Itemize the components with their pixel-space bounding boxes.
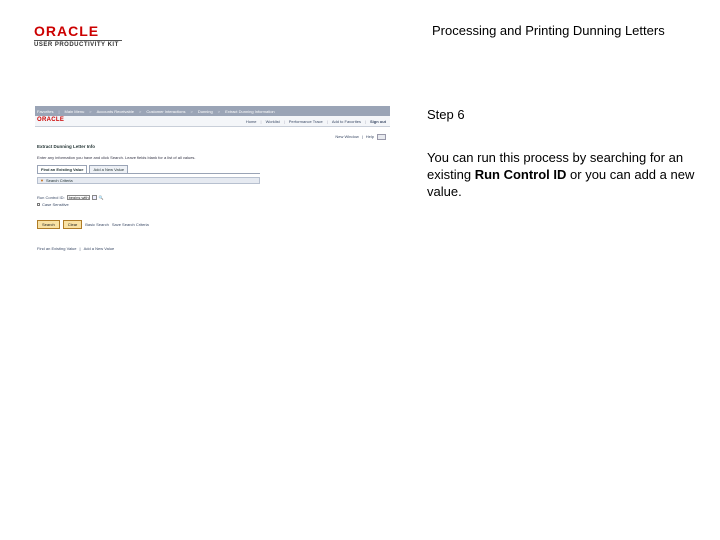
step-number: Step 6 — [427, 107, 465, 122]
app-menubar — [35, 106, 390, 116]
case-sensitive-row — [37, 202, 69, 207]
step-text-bold: Run Control ID — [474, 167, 567, 182]
bottom-add-new-link[interactable]: Add a New Value — [83, 246, 115, 251]
search-criteria-header[interactable] — [37, 177, 260, 184]
oracle-upk-logo — [34, 24, 130, 48]
collapse-triangle-icon[interactable]: ▼ — [40, 178, 44, 183]
link-worklist[interactable]: Worklist — [265, 119, 280, 124]
link-separator: | — [283, 119, 285, 124]
link-add-to-favorites[interactable]: Add to Favorites — [331, 119, 361, 124]
menu-separator: > — [139, 108, 142, 114]
bottom-links — [37, 246, 114, 251]
link-sign-out[interactable]: Sign out — [370, 119, 386, 124]
menu-main-menu[interactable]: Main Menu — [64, 108, 85, 114]
app-page-title: Extract Dunning Letter Info — [37, 144, 96, 149]
menu-separator: | — [58, 108, 60, 114]
link-separator: | — [79, 246, 81, 251]
search-criteria-label: Search Criteria — [45, 178, 73, 183]
menu-separator: > — [190, 108, 193, 114]
tab-add-new-value[interactable]: Add a New Value — [89, 165, 128, 174]
run-control-label: Run Control ID: — [37, 195, 65, 200]
lookup-icon[interactable]: 🔍 — [98, 195, 104, 200]
peoplesoft-screenshot — [35, 106, 390, 256]
link-help[interactable]: Help — [365, 134, 374, 139]
link-performance-trace[interactable]: Performance Trace — [288, 119, 323, 124]
step-instruction — [427, 149, 707, 200]
menu-dunning[interactable]: Dunning — [197, 108, 213, 114]
save-search-link[interactable]: Save Search Criteria — [111, 222, 149, 227]
menu-extract-dunning[interactable]: Extract Dunning Information — [225, 108, 275, 114]
link-separator: | — [326, 119, 328, 124]
clear-button[interactable]: Clear — [63, 220, 83, 229]
tab-find-existing-value[interactable]: Find an Existing Value — [37, 165, 87, 174]
link-separator: | — [260, 119, 262, 124]
app-top-links — [246, 119, 386, 124]
app-header — [35, 116, 390, 127]
link-separator: | — [364, 119, 366, 124]
search-buttons — [37, 220, 149, 229]
menu-accounts-receivable[interactable]: Accounts Receivable — [96, 108, 134, 114]
search-button[interactable]: Search — [37, 220, 60, 229]
case-sensitive-label: Case Sensitive — [42, 202, 69, 207]
app-utility-links — [335, 134, 386, 140]
run-control-row — [37, 195, 104, 200]
menu-separator: > — [89, 108, 92, 114]
menu-separator: > — [217, 108, 221, 114]
step-text-before: You can run this process by searching for an existing — [427, 150, 684, 182]
run-control-input[interactable] — [92, 195, 97, 200]
link-home[interactable]: Home — [245, 119, 257, 124]
link-new-window[interactable]: New Window — [335, 134, 359, 139]
logo-rule — [34, 40, 122, 41]
app-instructions: Enter any information you have and click Search. Leave fields blank for a list of all values. — [37, 155, 196, 160]
tab-divider — [37, 173, 260, 174]
upk-logo-subtitle: USER PRODUCTIVITY KIT — [34, 42, 119, 48]
bottom-find-existing-link[interactable]: Find an Existing Value — [37, 246, 77, 251]
app-oracle-logo: ORACLE — [37, 117, 65, 123]
menu-customer-interactions[interactable]: Customer Interactions — [146, 108, 186, 114]
step-text-after: or you can add a new value. — [427, 167, 695, 199]
menu-favorites[interactable]: Favorites — [37, 108, 54, 114]
run-control-operator-select[interactable]: begins with — [68, 195, 89, 200]
case-sensitive-checkbox[interactable] — [37, 203, 40, 206]
basic-search-link[interactable]: Basic Search — [85, 222, 109, 227]
customize-page-icon[interactable] — [377, 134, 386, 140]
document-title: Processing and Printing Dunning Letters — [432, 23, 665, 38]
oracle-logo-text: ORACLE — [34, 23, 100, 39]
link-separator: | — [361, 134, 363, 139]
